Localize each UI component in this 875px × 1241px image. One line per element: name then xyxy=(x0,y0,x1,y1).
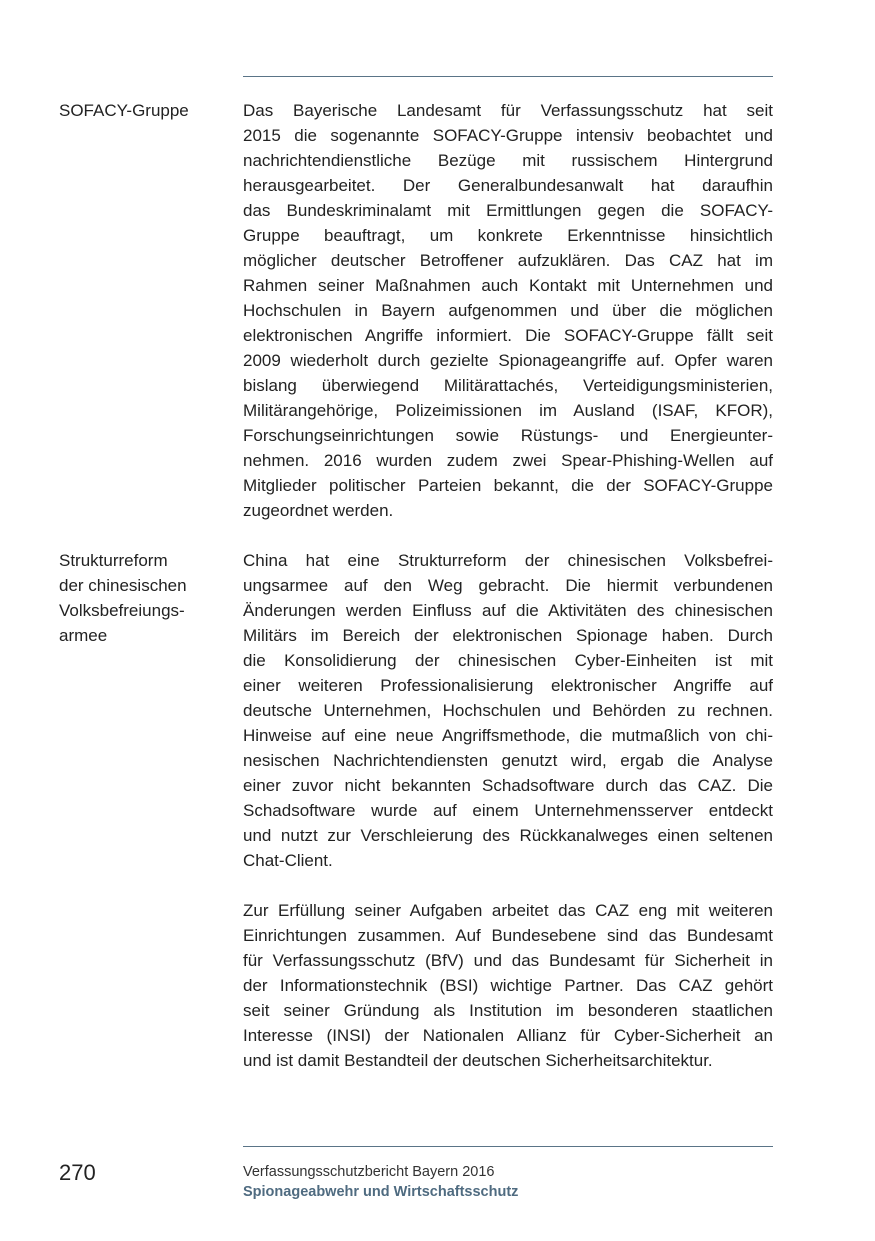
text-line: Gruppe beauftragt, um konkrete Erkenntnisse hinsichtlich xyxy=(243,226,773,245)
margin-note-strukturreform xyxy=(59,548,229,648)
text-line: Einrichtungen zusammen. Auf Bundesebene sind das Bundesamt xyxy=(243,926,773,945)
margin-note-line: der chinesischen xyxy=(59,576,187,595)
text-line: für Verfassungsschutz (BfV) und das Bundesamt für Sicherheit in xyxy=(243,951,773,970)
text-line: nachrichtendienstliche Bezüge mit russischem Hintergrund xyxy=(243,151,773,170)
text-line: 2015 die sogenannte SOFACY-Gruppe intensiv beobachtet und xyxy=(243,126,773,145)
text-line: der Informationstechnik (BSI) wichtige Partner. Das CAZ gehört xyxy=(243,976,773,995)
text-line: nesischen Nachrichtendiensten genutzt wird, ergab die Analyse xyxy=(243,751,773,770)
margin-note-label: SOFACY-Gruppe xyxy=(59,101,189,120)
text-line: einer weiteren Professionalisierung elektronischer Angriffe auf xyxy=(243,676,773,695)
text-line: Hochschulen in Bayern aufgenommen und über die möglichen xyxy=(243,301,773,320)
text-line: zugeordnet werden. xyxy=(243,501,394,520)
text-line: Interesse (INSI) der Nationalen Allianz für Cyber-Sicherheit an xyxy=(243,1026,773,1045)
text-line: Mitglieder politischer Parteien bekannt, die der SOFACY-Gruppe xyxy=(243,476,773,495)
margin-note-line: armee xyxy=(59,626,108,645)
text-line: und nutzt zur Verschleierung des Rückkanalweges einen seltenen xyxy=(243,826,773,845)
text-line: Forschungseinrichtungen sowie Rüstungs- und Energieunter- xyxy=(243,426,773,445)
margin-note-sofacy xyxy=(59,98,229,123)
text-line: Hinweise auf eine neue Angriffsmethode, die mutmaßlich von chi- xyxy=(243,726,773,745)
text-line: die Konsolidierung der chinesischen Cyber-Einheiten ist mit xyxy=(243,651,773,670)
text-line: Rahmen seiner Maßnahmen auch Kontakt mit Unternehmen und xyxy=(243,276,773,295)
text-line: 2009 wiederholt durch gezielte Spionageangriffe auf. Opfer waren xyxy=(243,351,773,370)
text-line: das Bundeskriminalamt mit Ermittlungen gegen die SOFACY- xyxy=(243,201,773,220)
page-number: 270 xyxy=(59,1160,96,1185)
text-line: China hat eine Strukturreform der chinesischen Volksbefrei- xyxy=(243,551,773,570)
text-line: elektronischen Angriffe informiert. Die SOFACY-Gruppe fällt seit xyxy=(243,326,773,345)
text-line: Chat-Client. xyxy=(243,851,333,870)
text-line: Zur Erfüllung seiner Aufgaben arbeitet das CAZ eng mit weiteren xyxy=(243,901,773,920)
text-line: bislang überwiegend Militärattachés, Verteidigungsministerien, xyxy=(243,376,773,395)
text-line: einer zuvor nicht bekannten Schadsoftware durch das CAZ. Die xyxy=(243,776,773,795)
top-rule xyxy=(243,76,773,77)
margin-note-line: Volksbefreiungs- xyxy=(59,601,185,620)
text-line: nehmen. 2016 wurden zudem zwei Spear-Phishing-Wellen auf xyxy=(243,451,773,470)
paragraph-strukturreform xyxy=(243,548,773,873)
text-line: seit seiner Gründung als Institution im besonderen staatlichen xyxy=(243,1001,773,1020)
text-line: Schadsoftware wurde auf einem Unternehmensserver entdeckt xyxy=(243,801,773,820)
text-line: herausgearbeitet. Der Generalbundesanwalt hat daraufhin xyxy=(243,176,773,195)
footer-report-title: Verfassungsschutzbericht Bayern 2016 xyxy=(243,1164,495,1180)
footer-chapter-title: Spionageabwehr und Wirtschaftsschutz xyxy=(243,1184,519,1200)
margin-note-line: Strukturreform xyxy=(59,551,168,570)
bottom-rule xyxy=(243,1146,773,1147)
text-line: Militärs im Bereich der elektronischen Spionage haben. Durch xyxy=(243,626,773,645)
text-line: möglicher deutscher Betroffener aufzuklären. Das CAZ hat im xyxy=(243,251,773,270)
text-line: Militärangehörige, Polizeimissionen im Ausland (ISAF, KFOR), xyxy=(243,401,773,420)
paragraph-zusammenarbeit xyxy=(243,898,773,1073)
text-line: ungsarmee auf den Weg gebracht. Die hiermit verbundenen xyxy=(243,576,773,595)
paragraph-sofacy xyxy=(243,98,773,523)
text-line: deutsche Unternehmen, Hochschulen und Behörden zu rechnen. xyxy=(243,701,773,720)
text-line: Das Bayerische Landesamt für Verfassungsschutz hat seit xyxy=(243,101,773,120)
text-line: und ist damit Bestandteil der deutschen Sicherheitsarchitektur. xyxy=(243,1051,713,1070)
text-line: Änderungen werden Einfluss auf die Aktivitäten des chinesischen xyxy=(243,601,773,620)
